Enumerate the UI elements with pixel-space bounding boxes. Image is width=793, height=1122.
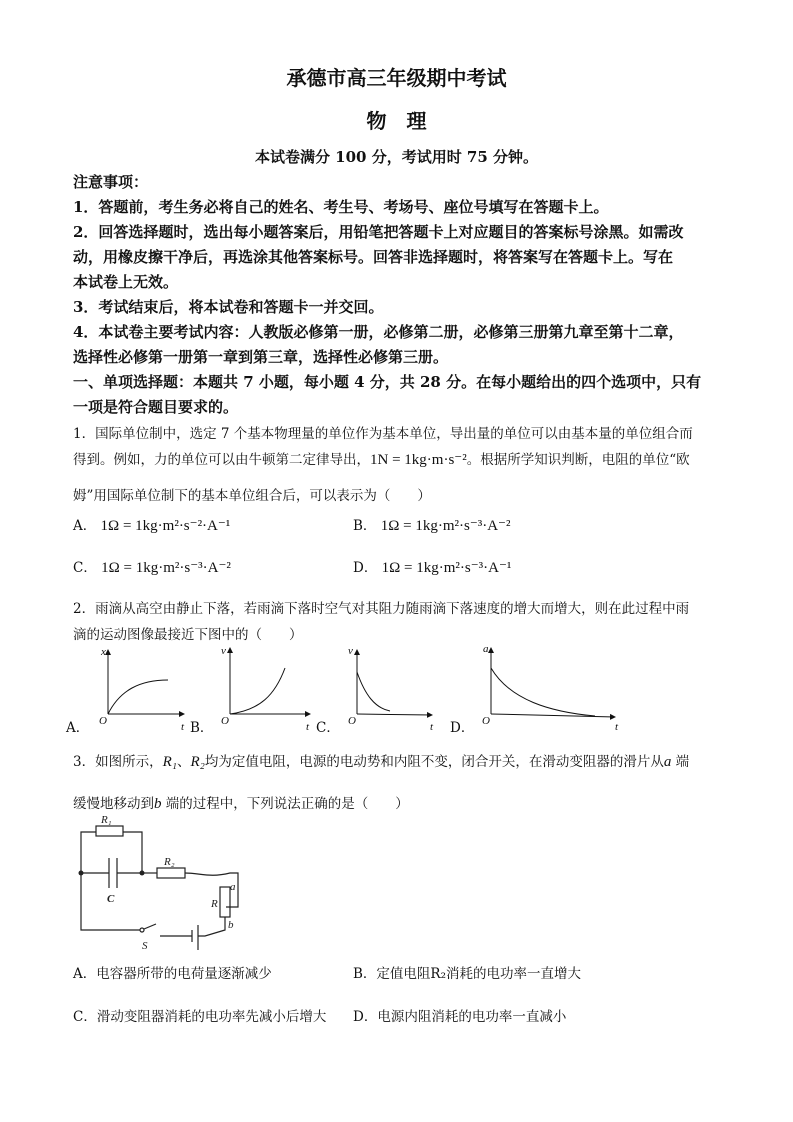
switch-s [144, 924, 156, 929]
q1-text [73, 448, 690, 469]
notice-line: 动，用橡皮擦干净后，再选涂其他答案标号。回答非选择题时，将答案写在答题卡上。写在 [73, 248, 674, 266]
q1-formula: 1N = 1kg·m·s⁻² [370, 452, 467, 468]
a-symbol: a [663, 754, 672, 770]
q3-text-part: 、 [176, 754, 191, 770]
graph-b [230, 648, 310, 714]
label-r: R [211, 898, 218, 910]
origin-label: O [99, 715, 107, 727]
q1-text-part: 得到。例如，力的单位可以由牛顿第二定律导出， [73, 452, 370, 468]
q1-text: 1．国际单位制中，选定 7 个基本物理量的单位作为基本单位，导出量的单位可以由基本量的单位组合而 [73, 426, 693, 442]
junction [79, 871, 84, 876]
graph-label-d: D． [450, 720, 475, 736]
option-label: B． [353, 518, 377, 534]
curve [491, 668, 595, 716]
label-b: b [228, 919, 234, 931]
axis-label: t [615, 721, 619, 733]
b-symbol: b [154, 796, 162, 812]
axis-label: v [348, 645, 353, 657]
label-a: a [230, 881, 236, 893]
q1-option-a [73, 514, 230, 535]
notice-line: 2．回答选择题时，选出每小题答案后，用铅笔把答题卡上对应题目的答案标号涂黑。如需改 [73, 223, 684, 241]
rheostat-r [220, 887, 230, 917]
label-s: S [142, 940, 148, 952]
origin-label: O [221, 715, 229, 727]
curve [230, 668, 285, 714]
switch-contact [140, 928, 144, 932]
notice-line: 选择性必修第一册第一章到第三章，选择性必修第三册。 [73, 348, 449, 366]
curve [357, 672, 390, 711]
label-r2: R₂ [164, 856, 175, 868]
axis-label: v [221, 645, 226, 657]
notice-line: 1．答题前，考生务必将自己的姓名、考生号、考场号、座位号填写在答题卡上。 [73, 198, 609, 216]
option-label: D． [353, 560, 378, 576]
resistor-r1 [96, 826, 123, 836]
option-label: C． [73, 560, 97, 576]
q1-option-c [73, 556, 231, 577]
notice-line: 4．本试卷主要考试内容：人教版必修第一册，必修第二册，必修第三册第九章至第十二章， [73, 323, 684, 341]
page-title: 承德市高三年级期中考试 [286, 66, 507, 90]
option-formula: 1Ω = 1kg·m²·s⁻³·A⁻¹ [381, 560, 512, 576]
q1-text-part: 。根据所学知识判断，电阻的单位“欧 [466, 452, 690, 468]
q2-text: 2．雨滴从高空由静止下落，若雨滴下落时空气对其阻力随雨滴下落速度的增大而增大，则在此过程中雨 [73, 601, 690, 617]
q3-text [73, 750, 689, 771]
q3-text-part: 端 [671, 754, 690, 770]
q2-graphs [60, 640, 640, 740]
subject-title: 物 理 [366, 109, 427, 133]
graph-label-c: C． [316, 720, 340, 736]
curve [108, 680, 168, 714]
wire [81, 832, 96, 873]
x-axis [491, 714, 615, 717]
q3-option-b: B．定值电阻R₂消耗的电功率一直增大 [353, 966, 581, 982]
option-formula: 1Ω = 1kg·m²·s⁻³·A⁻² [380, 518, 511, 534]
section-heading: 一、单项选择题：本题共 7 小题，每小题 4 分，共 28 分。在每小题给出的四个选项中，只有 [73, 373, 702, 391]
q2-text: 滴的运动图像最接近下图中的（ ） [73, 627, 303, 643]
q3-option-d: D．电源内阻消耗的电功率一直减小 [353, 1009, 567, 1025]
q3-text-part: 3．如图所示， [73, 754, 163, 770]
q3-text-part: 端的过程中，下列说法正确的是（ ） [161, 796, 409, 812]
q3-text-part: 均为定值电阻，电源的电动势和内阻不变，闭合开关，在滑动变阻器的滑片从 [204, 754, 664, 770]
option-formula: 1Ω = 1kg·m²·s⁻²·A⁻¹ [100, 518, 231, 534]
graph-d [491, 648, 615, 717]
junction [140, 871, 145, 876]
r2-symbol: R₂ [190, 754, 205, 770]
notice-line: 本试卷上无效。 [73, 273, 179, 291]
axis-label: t [430, 721, 434, 733]
axis-label: t [181, 721, 185, 733]
notice-heading: 注意事项： [73, 173, 149, 191]
q1-option-d [353, 556, 511, 577]
q1-option-b [353, 514, 510, 535]
axis-label: a [483, 643, 489, 655]
graph-c [357, 650, 432, 715]
label-c: C [107, 893, 115, 905]
axis-label: t [306, 721, 310, 733]
r1-symbol: R₁ [162, 754, 177, 770]
label-r1: R₁ [101, 814, 112, 826]
q3-circuit [60, 810, 260, 960]
origin-label: O [482, 715, 490, 727]
wire [123, 832, 142, 873]
q3-text-part: 缓慢地移动到 [73, 796, 154, 812]
option-label: A． [73, 518, 97, 534]
option-formula: 1Ω = 1kg·m²·s⁻³·A⁻² [101, 560, 231, 576]
graph-label-a: A． [66, 720, 90, 736]
resistor-r2 [157, 868, 185, 878]
graph-label-b: B． [190, 720, 214, 736]
axis-label: x [101, 646, 106, 658]
exam-info: 本试卷满分 100 分，考试用时 75 分钟。 [254, 148, 539, 166]
origin-label: O [348, 715, 356, 727]
section-heading: 一项是符合题目要求的。 [73, 398, 239, 416]
x-axis [357, 714, 432, 715]
wire [198, 917, 225, 936]
q1-text: 姆”用国际单位制下的基本单位组合后，可以表示为（ ） [73, 488, 431, 504]
q3-option-a: A．电容器所带的电荷量逐渐减少 [73, 966, 272, 982]
graph-a [108, 650, 184, 714]
q3-option-c: C．滑动变阻器消耗的电功率先减小后增大 [73, 1009, 327, 1025]
notice-line: 3．考试结束后，将本试卷和答题卡一并交回。 [73, 298, 384, 316]
